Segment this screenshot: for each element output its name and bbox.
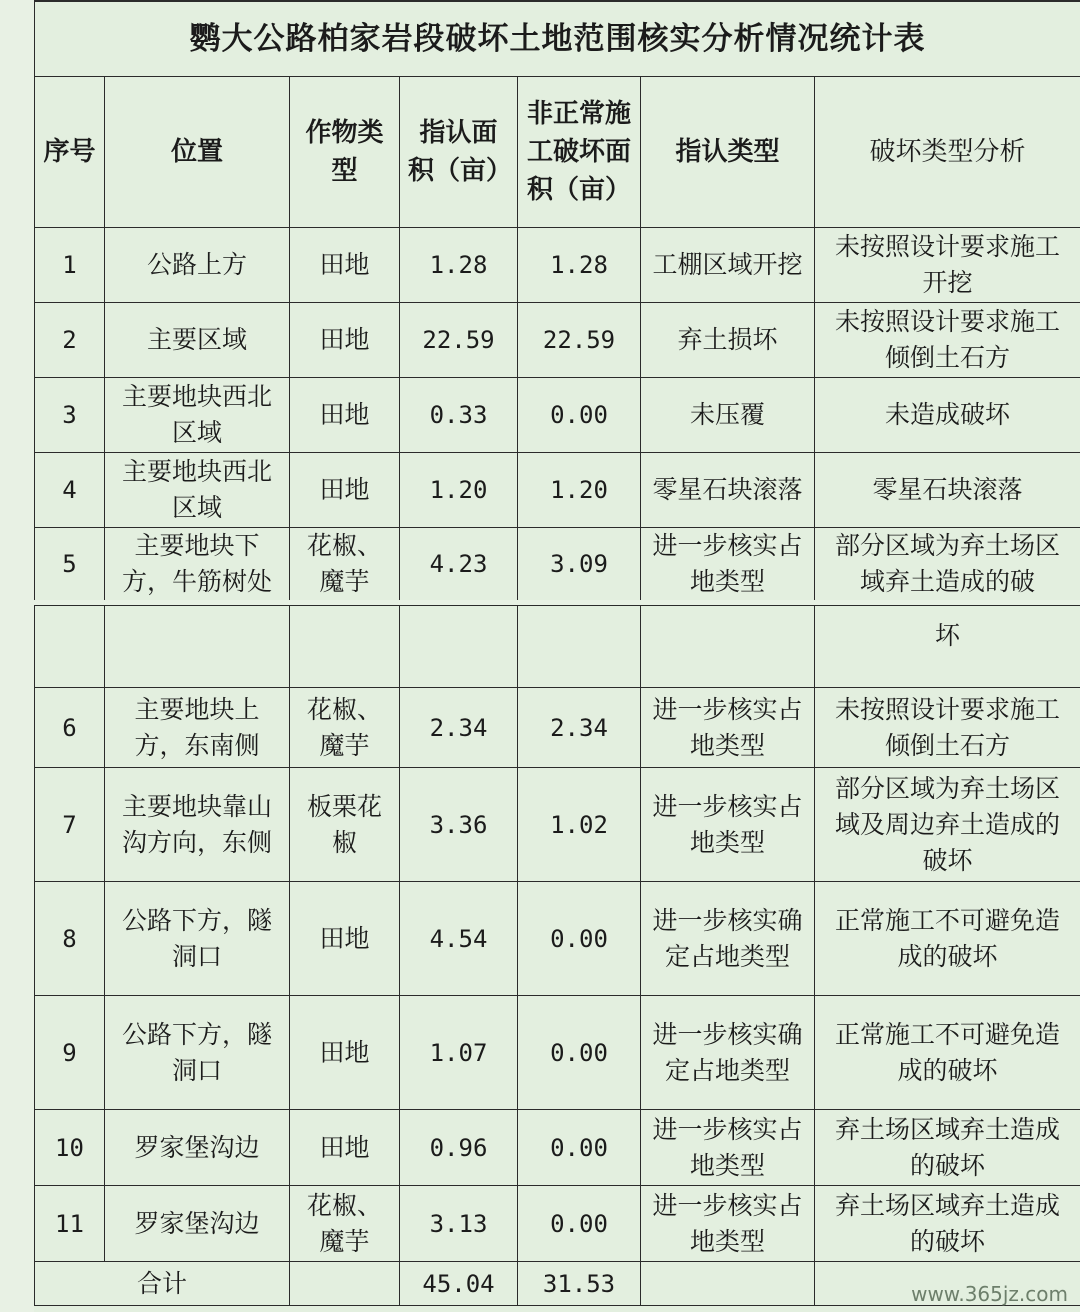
table-row (35, 453, 1080, 528)
row-location: 公路上方 (105, 228, 290, 303)
row-abnormal-area: 0.00 (518, 882, 641, 996)
header-location: 位置 (105, 77, 290, 228)
header-analysis: 破坏类型分析 (815, 77, 1080, 228)
row-analysis: 部分区域为弃土场区域弃土造成的破 (815, 528, 1080, 601)
row-crop: 花椒、魔芋 (290, 688, 400, 768)
header-index: 序号 (35, 77, 105, 228)
table-row (35, 996, 1080, 1110)
row-location: 主要区域 (105, 303, 290, 378)
row-location: 主要地块西北区域 (105, 453, 290, 528)
row-abnormal-area: 0.00 (518, 996, 641, 1110)
row-crop: 田地 (290, 882, 400, 996)
row-location: 主要地块西北区域 (105, 378, 290, 453)
row-analysis: 未按照设计要求施工倾倒土石方 (815, 688, 1080, 768)
row-analysis: 正常施工不可避免造成的破坏 (815, 882, 1080, 996)
row-location: 罗家堡沟边 (105, 1186, 290, 1262)
row-index: 8 (35, 882, 105, 996)
table-row (35, 228, 1080, 303)
row-abnormal-area: 22.59 (518, 303, 641, 378)
row-crop: 花椒、魔芋 (290, 1186, 400, 1262)
row-abnormal-area: 1.02 (518, 768, 641, 882)
header-crop: 作物类型 (290, 77, 400, 228)
row-area: 1.20 (400, 453, 518, 528)
row-location: 公路下方，隧洞口 (105, 882, 290, 996)
row-crop: 田地 (290, 996, 400, 1110)
table-part-2 (34, 605, 1080, 1306)
row-type: 进一步核实占地类型 (641, 1110, 815, 1186)
row-index: 2 (35, 303, 105, 378)
row-index: 5 (35, 528, 105, 601)
row-type: 进一步核实占地类型 (641, 688, 815, 768)
row-abnormal-area: 1.20 (518, 453, 641, 528)
continuation-row (35, 606, 1080, 688)
row-analysis: 未按照设计要求施工开挖 (815, 228, 1080, 303)
row-analysis: 零星石块滚落 (815, 453, 1080, 528)
header-type: 指认类型 (641, 77, 815, 228)
row-area: 3.36 (400, 768, 518, 882)
row-area: 0.96 (400, 1110, 518, 1186)
row-abnormal-area: 0.00 (518, 1110, 641, 1186)
row-type: 工棚区域开挖 (641, 228, 815, 303)
row-location: 主要地块下方，牛筋树处 (105, 528, 290, 601)
row-crop: 田地 (290, 1110, 400, 1186)
row-type: 进一步核实占地类型 (641, 528, 815, 601)
row-area: 4.23 (400, 528, 518, 601)
continuation-text: 坏 (815, 606, 1080, 688)
row-type: 进一步核实占地类型 (641, 768, 815, 882)
row-crop: 田地 (290, 228, 400, 303)
watermark: www.365jz.com (911, 1282, 1068, 1306)
row-location: 主要地块靠山沟方向，东侧 (105, 768, 290, 882)
header-abnormal-area: 非正常施工破坏面积（亩） (518, 77, 641, 228)
table-title: 鹦大公路柏家岩段破坏土地范围核实分析情况统计表 (35, 1, 1080, 77)
table-row (35, 1186, 1080, 1262)
left-margin (0, 0, 34, 1312)
row-analysis: 未按照设计要求施工倾倒土石方 (815, 303, 1080, 378)
row-analysis: 正常施工不可避免造成的破坏 (815, 996, 1080, 1110)
row-type: 零星石块滚落 (641, 453, 815, 528)
row-index: 4 (35, 453, 105, 528)
table-row (35, 528, 1080, 601)
row-type: 弃土损坏 (641, 303, 815, 378)
total-abnormal-area: 31.53 (518, 1262, 641, 1306)
row-index: 3 (35, 378, 105, 453)
row-analysis: 未造成破坏 (815, 378, 1080, 453)
row-location: 公路下方，隧洞口 (105, 996, 290, 1110)
row-index: 7 (35, 768, 105, 882)
row-abnormal-area: 2.34 (518, 688, 641, 768)
table-row (35, 882, 1080, 996)
row-type: 进一步核实占地类型 (641, 1186, 815, 1262)
table-row (35, 378, 1080, 453)
table-row (35, 688, 1080, 768)
row-abnormal-area: 3.09 (518, 528, 641, 601)
row-area: 1.07 (400, 996, 518, 1110)
table-row (35, 303, 1080, 378)
row-crop: 田地 (290, 303, 400, 378)
row-index: 9 (35, 996, 105, 1110)
header-row (35, 77, 1080, 228)
row-crop: 板栗花椒 (290, 768, 400, 882)
header-area: 指认面积（亩） (400, 77, 518, 228)
row-area: 22.59 (400, 303, 518, 378)
row-type: 进一步核实确定占地类型 (641, 996, 815, 1110)
row-area: 1.28 (400, 228, 518, 303)
row-location: 罗家堡沟边 (105, 1110, 290, 1186)
row-abnormal-area: 0.00 (518, 378, 641, 453)
row-type: 未压覆 (641, 378, 815, 453)
row-index: 10 (35, 1110, 105, 1186)
table-part-1 (34, 0, 1080, 601)
row-analysis: 弃土场区域弃土造成的破坏 (815, 1186, 1080, 1262)
row-crop: 花椒、魔芋 (290, 528, 400, 601)
row-area: 4.54 (400, 882, 518, 996)
row-index: 6 (35, 688, 105, 768)
table-row (35, 768, 1080, 882)
table-row (35, 1110, 1080, 1186)
row-area: 3.13 (400, 1186, 518, 1262)
row-location: 主要地块上方，东南侧 (105, 688, 290, 768)
row-analysis: 部分区域为弃土场区域及周边弃土造成的破坏 (815, 768, 1080, 882)
row-type: 进一步核实确定占地类型 (641, 882, 815, 996)
row-crop: 田地 (290, 453, 400, 528)
row-abnormal-area: 1.28 (518, 228, 641, 303)
row-area: 2.34 (400, 688, 518, 768)
total-area: 45.04 (400, 1262, 518, 1306)
row-analysis: 弃土场区域弃土造成的破坏 (815, 1110, 1080, 1186)
row-crop: 田地 (290, 378, 400, 453)
total-label: 合计 (35, 1262, 290, 1306)
row-index: 1 (35, 228, 105, 303)
row-index: 11 (35, 1186, 105, 1262)
row-abnormal-area: 0.00 (518, 1186, 641, 1262)
row-area: 0.33 (400, 378, 518, 453)
